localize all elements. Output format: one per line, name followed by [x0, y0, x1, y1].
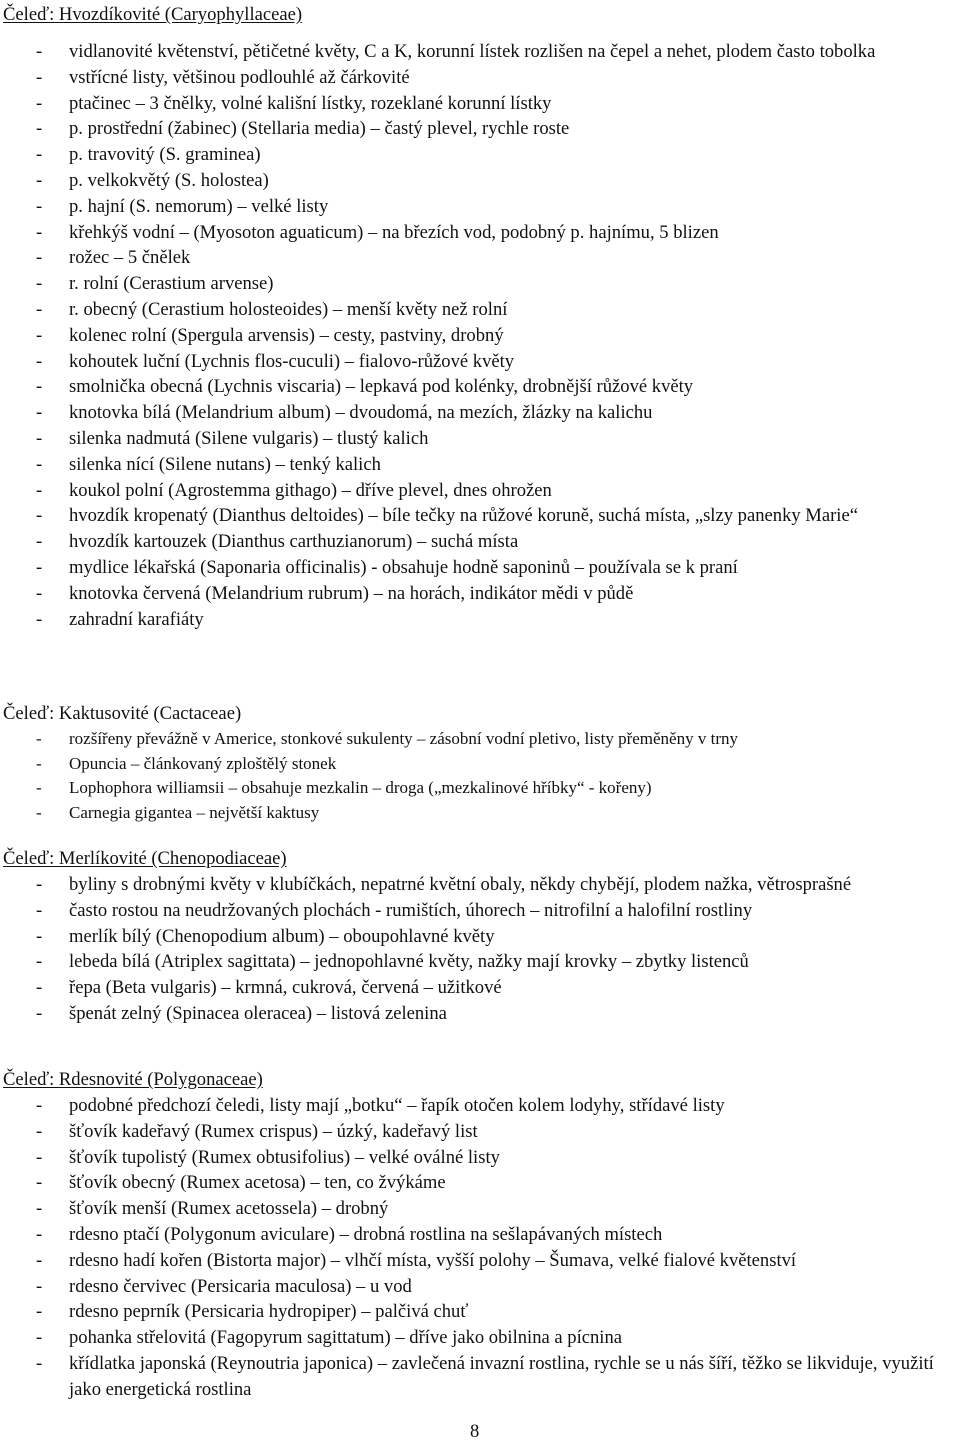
list-item	[0, 1248, 960, 1274]
list-item	[0, 168, 960, 194]
bullet-dash: -	[36, 951, 43, 973]
bullet-dash: -	[36, 977, 43, 999]
list-item	[0, 91, 960, 117]
list-item-text: špenát zelný (Spinacea oleracea) – listová zelenina	[69, 1002, 447, 1024]
list-item	[0, 349, 960, 375]
list-item-text: rdesno peprník (Persicaria hydropiper) – palčivá chuť	[69, 1301, 469, 1323]
list-item-text: vidlanovité květenství, pětičetné květy, C a K, korunní lístek rozlišen na čepel a nehet, plodem často tobolka	[69, 41, 876, 62]
list-item	[0, 245, 960, 271]
section-list	[0, 39, 960, 632]
list-item	[0, 581, 960, 607]
bullet-dash: -	[36, 1327, 43, 1349]
list-item	[0, 503, 960, 529]
bullet-dash: -	[36, 1198, 43, 1220]
list-item-text: r. obecný (Cerastium holosteoides) – menší květy než rolní	[69, 298, 508, 320]
list-item	[0, 323, 960, 349]
bullet-dash: -	[36, 324, 43, 346]
list-item	[0, 374, 960, 400]
list-item-text: šťovík tupolistý (Rumex obtusifolius) – velké oválné listy	[69, 1146, 500, 1168]
list-item-text: kolenec rolní (Spergula arvensis) – cesty, pastviny, drobný	[69, 324, 504, 346]
bullet-dash: -	[36, 899, 43, 921]
list-item	[0, 1170, 960, 1196]
list-item	[0, 452, 960, 478]
list-item-text: šťovík kadeřavý (Rumex crispus) – úzký, kadeřavý list	[69, 1120, 478, 1142]
list-item	[0, 1093, 960, 1119]
bullet-dash: -	[36, 144, 43, 166]
list-item	[0, 1299, 960, 1325]
list-item-text: Lophophora williamsii – obsahuje mezkalin – droga („mezkalinové hříbky“ - kořeny)	[69, 778, 652, 797]
list-item-text: p. hajní (S. nemorum) – velké listy	[69, 195, 329, 217]
bullet-dash: -	[36, 402, 43, 424]
list-item-text: p. travovitý (S. graminea)	[69, 144, 261, 166]
list-item-text: řepa (Beta vulgaris) – krmná, cukrová, červená – užitkové	[69, 977, 502, 999]
bullet-dash: -	[36, 350, 43, 372]
bullet-dash: -	[36, 221, 43, 243]
bullet-dash: -	[36, 608, 43, 630]
list-item-text: silenka nadmutá (Silene vulgaris) – tlustý kalich	[69, 427, 429, 449]
bullet-dash: -	[36, 1275, 43, 1297]
list-item	[0, 529, 960, 555]
list-item	[0, 776, 960, 801]
list-item-text: kohoutek luční (Lychnis flos-cuculi) – fialovo-růžové květy	[69, 350, 515, 372]
list-item-text: hvozdík kropenatý (Dianthus deltoides) – bíle tečky na růžové koruně, suchá místa, „slzy panenky Marie“	[69, 505, 858, 527]
list-item	[0, 116, 960, 142]
bullet-dash: -	[36, 582, 43, 604]
list-item	[0, 949, 960, 975]
section-list	[0, 727, 960, 825]
list-item	[0, 727, 960, 752]
bullet-dash: -	[36, 1172, 43, 1194]
list-item-text: knotovka červená (Melandrium rubrum) – na horách, indikátor mědi v půdě	[69, 582, 634, 604]
bullet-dash: -	[36, 66, 43, 88]
list-item	[0, 297, 960, 323]
list-item	[0, 898, 960, 924]
list-item	[0, 400, 960, 426]
list-item-text: smolnička obecná (Lychnis viscaria) – lepkavá pod kolénky, drobnější růžové květy	[69, 376, 694, 398]
bullet-dash: -	[36, 118, 43, 140]
list-item-text: šťovík obecný (Rumex acetosa) – ten, co žvýkáme	[69, 1172, 446, 1194]
list-item-text: podobné předchozí čeledi, listy mají „botku“ – řapík otočen kolem lodyhy, střídavé listy	[69, 1095, 725, 1116]
list-item-text: knotovka bílá (Melandrium album) – dvoudomá, na mezích, žlázky na kalichu	[69, 402, 653, 424]
page-number: 8	[470, 1421, 480, 1442]
section-chenopodiaceae	[0, 846, 960, 1027]
list-item-text: často rostou na neudržovaných plochách - rumištích, úhorech – nitrofilní a halofilní rostliny	[69, 899, 753, 921]
list-item	[0, 1119, 960, 1145]
bullet-dash: -	[36, 1120, 43, 1142]
bullet-dash: -	[36, 925, 43, 947]
bullet-dash: -	[36, 92, 43, 114]
list-item-text: koukol polní (Agrostemma githago) – dříve plevel, dnes ohrožen	[69, 479, 552, 501]
section-heading: Čeleď: Hvozdíkovité (Caryophyllaceae)	[3, 4, 303, 25]
list-item-text: rožec – 5 čnělek	[69, 247, 191, 269]
list-item-text: hvozdík kartouzek (Dianthus carthuzianorum) – suchá místa	[69, 531, 519, 553]
list-item	[0, 142, 960, 168]
list-item	[0, 478, 960, 504]
bullet-dash: -	[36, 376, 43, 398]
list-item-text: rdesno ptačí (Polygonum aviculare) – drobná rostlina na sešlapávaných místech	[69, 1223, 663, 1245]
list-item-text: byliny s drobnými květy v klubíčkách, nepatrné květní obaly, někdy chybějí, plodem nažka, větrosprašné	[69, 874, 852, 895]
list-item-text: silenka nící (Silene nutans) – tenký kalich	[69, 453, 381, 475]
list-item	[0, 801, 960, 826]
list-item-text: ptačinec – 3 čnělky, volné kališní lístky, rozeklané korunní lístky	[69, 92, 552, 114]
bullet-dash: -	[36, 195, 43, 217]
section-heading: Čeleď: Merlíkovité (Chenopodiaceae)	[3, 848, 287, 869]
list-item	[0, 1145, 960, 1171]
list-item-text: rdesno červivec (Persicaria maculosa) – u vod	[69, 1275, 412, 1297]
list-item-text: šťovík menší (Rumex acetossela) – drobný	[69, 1198, 389, 1220]
section-heading: Čeleď: Rdesnovité (Polygonaceae)	[3, 1069, 263, 1090]
list-item-text: Opuncia – článkovaný zploštělý stonek	[69, 753, 337, 773]
list-item-text: lebeda bílá (Atriplex sagittata) – jednopohlavné květy, nažky mají krovky – zbytky listenců	[69, 951, 749, 973]
bullet-dash: -	[36, 802, 42, 822]
bullet-dash: -	[36, 273, 43, 295]
list-item-text: křehkýš vodní – (Myosoton aguaticum) – na březích vod, podobný p. hajnímu, 5 blizen	[69, 221, 719, 243]
list-item	[0, 1325, 960, 1351]
list-item	[0, 220, 960, 246]
list-item	[0, 1274, 960, 1300]
bullet-dash: -	[36, 1223, 43, 1245]
list-item-text: p. velkokvětý (S. holostea)	[69, 169, 269, 191]
list-item	[0, 1222, 960, 1248]
list-item	[0, 1196, 960, 1222]
list-item-text: zahradní karafiáty	[69, 608, 204, 630]
section-polygonaceae	[0, 1067, 960, 1403]
bullet-dash: -	[36, 778, 42, 797]
list-item	[0, 39, 960, 65]
bullet-dash: -	[36, 729, 42, 748]
bullet-dash: -	[36, 453, 43, 475]
list-item	[0, 607, 960, 633]
list-item-text: merlík bílý (Chenopodium album) – oboupohlavné květy	[69, 925, 495, 947]
list-item-text: rdesno hadí kořen (Bistorta major) – vlhčí místa, vyšší polohy – Šumava, velké fialové květenství	[69, 1249, 797, 1271]
list-item	[0, 872, 960, 898]
list-item	[0, 924, 960, 950]
section-heading: Čeleď: Kaktusovité (Cactaceae)	[3, 703, 242, 724]
section-caryophyllaceae	[0, 2, 960, 632]
list-item	[0, 752, 960, 777]
list-item	[0, 426, 960, 452]
list-item-text: p. prostřední (žabinec) (Stellaria media) – častý plevel, rychle roste	[69, 118, 570, 140]
list-item-text: vstřícné listy, většinou podlouhlé až čárkovité	[69, 66, 410, 88]
list-item	[0, 65, 960, 91]
section-list	[0, 1093, 960, 1403]
bullet-dash: -	[36, 753, 42, 773]
section-list	[0, 872, 960, 1027]
bullet-dash: -	[36, 41, 43, 62]
list-item-text: pohanka střelovitá (Fagopyrum sagittatum) – dříve jako obilnina a pícnina	[69, 1327, 623, 1349]
section-cactaceae	[0, 701, 960, 825]
bullet-dash: -	[36, 556, 43, 578]
bullet-dash: -	[36, 247, 43, 269]
bullet-dash: -	[36, 1146, 43, 1168]
bullet-dash: -	[36, 169, 43, 191]
bullet-dash: -	[36, 1352, 43, 1374]
bullet-dash: -	[36, 505, 43, 527]
list-item	[0, 555, 960, 581]
list-item-text: rozšířeny převážně v Americe, stonkové sukulenty – zásobní vodní pletivo, listy přeměněny v trny	[69, 729, 738, 748]
list-item	[0, 194, 960, 220]
list-item	[0, 1001, 960, 1027]
list-item	[0, 271, 960, 297]
list-item-text: r. rolní (Cerastium arvense)	[69, 273, 274, 295]
bullet-dash: -	[36, 1002, 43, 1024]
bullet-dash: -	[36, 427, 43, 449]
list-item	[0, 975, 960, 1001]
bullet-dash: -	[36, 531, 43, 553]
bullet-dash: -	[36, 1249, 43, 1271]
bullet-dash: -	[36, 1301, 43, 1323]
list-item-text: Carnegia gigantea – největší kaktusy	[69, 802, 320, 822]
bullet-dash: -	[36, 1095, 43, 1116]
list-item-text: mydlice lékařská (Saponaria officinalis) - obsahuje hodně saponinů – používala se k praní	[69, 556, 738, 578]
bullet-dash: -	[36, 479, 43, 501]
bullet-dash: -	[36, 298, 43, 320]
list-item	[0, 1351, 960, 1403]
bullet-dash: -	[36, 874, 43, 895]
list-item-text: křídlatka japonská (Reynoutria japonica) – zavlečená invazní rostlina, rychle se u nás šíří, těžko se likviduje, využití jako energetická rostlina	[69, 1352, 934, 1400]
